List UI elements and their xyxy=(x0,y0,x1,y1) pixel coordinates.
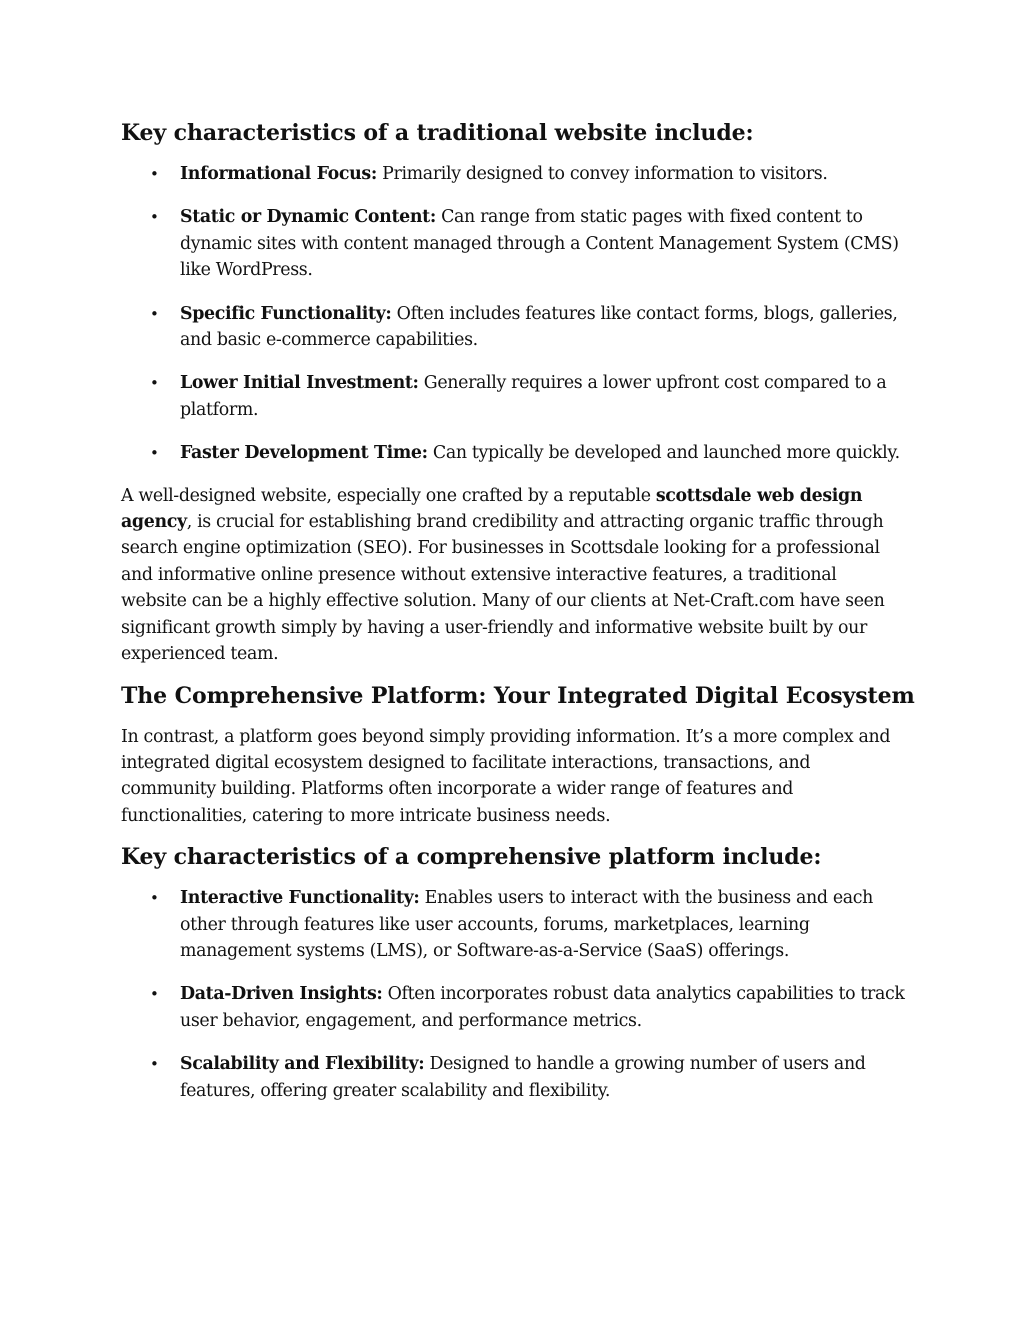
list-item-text: Generally requires a lower upfront cost compared to a platform. xyxy=(180,373,887,420)
list-item-text: Can typically be developed and launched more quickly. xyxy=(427,443,900,464)
list-item xyxy=(121,161,906,187)
platform-paragraph: In contrast, a platform goes beyond simply providing information. It’s a more complex and integrated digital ecosystem designed to facilitate interactions, transactions, and community building. Platforms often incorporate a wider range of features and functionalities, catering to more intricate business needs. xyxy=(121,726,891,826)
list-item-term: Faster Development Time: xyxy=(180,443,428,464)
list-item xyxy=(121,981,906,1034)
paragraph-bold-phrase: scottsdale web design agency xyxy=(121,485,863,533)
list-item-term: Informational Focus: xyxy=(180,164,377,184)
list-item xyxy=(121,370,906,423)
list-item-term: Specific Functionality: xyxy=(180,303,392,324)
list-item-term: Static or Dynamic Content: xyxy=(180,207,436,228)
list-item xyxy=(121,1051,906,1104)
heading-comprehensive-platform: The Comprehensive Platform: Your Integrated Digital Ecosystem xyxy=(121,682,915,709)
list-item-text: Primarily designed to convey information to visitors. xyxy=(376,164,828,184)
paragraph-text: , is crucial for establishing brand credibility and attracting organic traffic through search engine optimization (SEO). For businesses in Scottsdale looking for a professional and informative online presence without extensive interactive features, a traditional website can be a highly effective solution. Many of our clients at Net-Craft.com have seen significant growth simply by having a user-friendly and informative website built by our experienced team. xyxy=(121,512,885,665)
list-item-term: Data-Driven Insights: xyxy=(180,984,383,1005)
list-item-text: Often incorporates robust data analytics capabilities to track user behavior, engagement, and performance metrics. xyxy=(180,984,905,1031)
list-item xyxy=(121,885,906,964)
list-item-term: Scalability and Flexibility: xyxy=(180,1054,425,1075)
platform-characteristics-list xyxy=(121,885,906,1104)
heading-platform-characteristics: Key characteristics of a comprehensive platform include: xyxy=(121,844,822,871)
paragraph-text: A well-designed website, especially one crafted by a reputable xyxy=(121,485,656,506)
list-item-term: Lower Initial Investment: xyxy=(180,373,419,394)
list-item-text: Can range from static pages with fixed content to dynamic sites with content managed through a Content Management System (CMS) like WordPress. xyxy=(180,207,899,281)
list-item xyxy=(121,204,906,283)
traditional-characteristics-list xyxy=(121,161,906,467)
heading-traditional-characteristics: Key characteristics of a traditional website include: xyxy=(121,120,754,146)
list-item-text: Enables users to interact with the business and each other through features like user accounts, forums, marketplaces, learning management systems (LMS), or Software-as-a-Service (SaaS) offerings. xyxy=(180,888,874,961)
list-item-text: Designed to handle a growing number of users and features, offering greater scalability and flexibility. xyxy=(180,1054,866,1101)
list-item-term: Interactive Functionality: xyxy=(180,888,420,909)
list-item xyxy=(121,301,906,354)
list-item xyxy=(121,440,906,466)
website-paragraph xyxy=(121,483,906,668)
list-item-text: Often includes features like contact forms, blogs, galleries, and basic e-commerce capabilities. xyxy=(180,303,898,351)
